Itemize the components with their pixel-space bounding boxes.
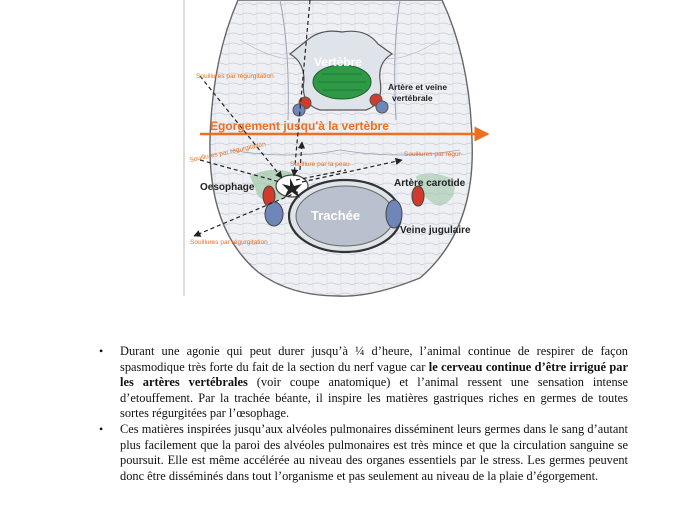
anatomical-cross-section-figure	[170, 0, 510, 300]
neck-cross-section-diagram	[170, 0, 510, 300]
paragraph-1-start: Durant une agonie qui peut durer jusqu’à ¼ d’heure, l’animal continue de respirer de façon spasmodique très forte du fait de la section du nerf vague car	[120, 344, 628, 374]
paragraph-2: Ces matières inspirées jusqu’aux alvéoles pulmonaires disséminent leurs germes dans le sang d’autant plus facilement que la paroi des alvéoles pulmonaires est très mince et que la circulation sanguine se poursuit. Elle est même accélérée au niveau des organes essentiels par le stress. Les germes peuvent donc être disséminés dans tout l’organisme et pas seulement au niveau de la plaie d’égorgement.	[120, 421, 628, 483]
paragraph-1-bold: le cerveau continue d’être irrigué par les artères vertébrales	[120, 359, 628, 390]
oesophage-label: Oesophage	[200, 182, 255, 193]
vertebre-label: Vertèbre	[314, 55, 363, 69]
list-item	[96, 344, 628, 422]
souillures-regurgitation-mid: Souillures par régurgitation	[188, 140, 267, 164]
egorgement-label: Egorgement jusqu'à la vertèbre	[210, 119, 389, 133]
artere-veine-label-1: Artère et veine	[388, 82, 448, 92]
artere-carotide-label: Artère carotide	[394, 178, 466, 189]
jugular-vein-right	[386, 200, 402, 228]
carotid-artery-right	[412, 186, 424, 206]
jugular-vein-left	[265, 202, 283, 226]
artere-veine-label-2: vertébrale	[392, 93, 433, 103]
souillures-regurgitation-top: Souillures par régurgitation	[196, 73, 274, 80]
bullet-list	[96, 344, 628, 484]
body-text	[96, 344, 628, 484]
souillures-peau-label: Souillure par la peau	[290, 161, 350, 168]
vertebral-vein	[293, 104, 305, 116]
vertebral-vein-right	[376, 101, 388, 113]
paragraph-1-end: (voir coupe anatomique) et l’animal ressent une sensation intense d’etouffement. Par la trachée béante, il inspire les matières gastriques riches en germes de toutes sortes régurgitées par l’œsophage.	[120, 375, 628, 421]
souillures-regurgitation-bottom: Souillures par régurgitation	[190, 239, 268, 246]
veine-jugulaire-label: Veine jugulaire	[400, 225, 471, 236]
souillures-regur-label: Souillures par régur-	[404, 151, 463, 158]
list-item	[96, 422, 628, 484]
trachee-label: Trachée	[311, 208, 361, 223]
